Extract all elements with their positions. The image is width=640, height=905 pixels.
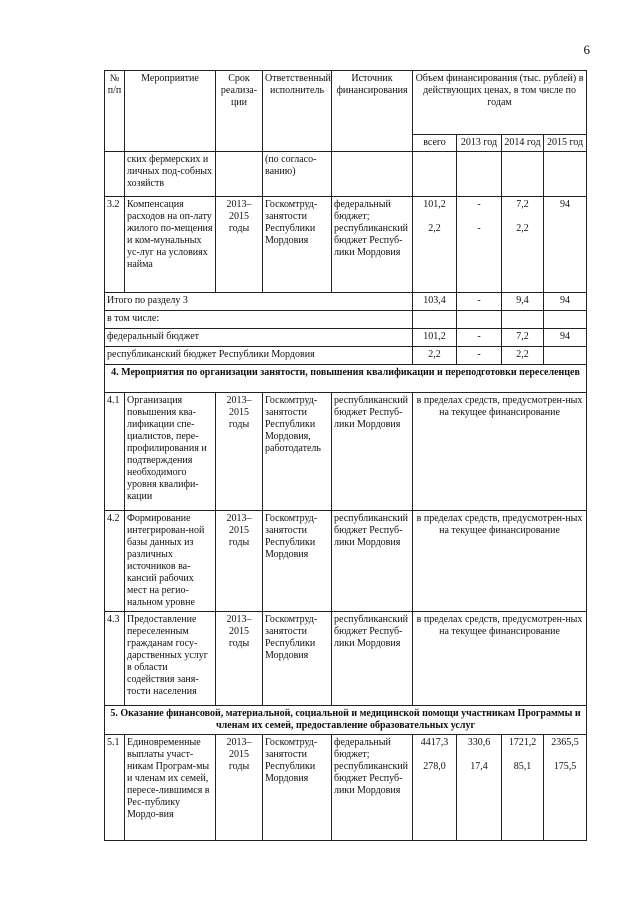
row-3-2-2014-fed: 7,2: [516, 199, 529, 210]
row-5-1-total-fed: 4417,3: [420, 737, 449, 748]
incl-label: в том числе:: [105, 311, 413, 329]
cont-measure: ских фермерских и личных под-собных хозяйств: [125, 152, 216, 197]
row-4-3-executor: Госкомтруд-занятости Республики Мордовия: [263, 612, 332, 706]
rep-label: республиканский бюджет Республики Мордовия: [105, 347, 413, 365]
row-5-1-2014-rep: 85,1: [513, 761, 532, 772]
header-executor: Ответственный исполнитель: [263, 71, 332, 152]
header-2014: 2014 год: [502, 135, 544, 152]
row-5-1-2014-fed: 1721,2: [508, 737, 537, 748]
table-row: [105, 511, 587, 612]
program-measures-table: [104, 70, 587, 841]
table-row: [105, 393, 587, 511]
section-4-title: 4. Мероприятия по организации занятости, повышения квалификации и переподготовки переселенцев: [105, 365, 587, 393]
sum3-2013: -: [457, 293, 502, 311]
row-4-3-source: республиканский бюджет Респуб-лики Мордовия: [332, 612, 413, 706]
row-5-1-total-rep: 278,0: [423, 761, 446, 772]
table-row: [105, 329, 587, 347]
rep-2013: -: [457, 347, 502, 365]
row-3-2-term: 2013–2015 годы: [216, 197, 263, 293]
row-4-2-funding: в пределах средств, предусмотрен-ных на текущее финансирование: [413, 511, 587, 612]
header-measure: Мероприятие: [125, 71, 216, 152]
row-4-3-term: 2013–2015 годы: [216, 612, 263, 706]
sum3-total: 103,4: [413, 293, 457, 311]
fed-2015: 94: [544, 329, 587, 347]
row-4-2-executor: Госкомтруд-занятости Республики Мордовия: [263, 511, 332, 612]
header-total: всего: [413, 135, 457, 152]
section-header-row: [105, 706, 587, 735]
row-3-2-2013-fed: -: [477, 199, 481, 210]
header-2015: 2015 год: [544, 135, 587, 152]
row-4-3-num: 4.3: [105, 612, 125, 706]
row-3-2-2014-rep: 2,2: [516, 223, 529, 234]
table-row: [105, 197, 587, 293]
section-5-title: 5. Оказание финансовой, материальной, социальной и медицинской помощи участникам Программы и членам их семей, предоставление образовательных услуг: [105, 706, 587, 735]
row-4-1-funding: в пределах средств, предусмотрен-ных на текущее финансирование: [413, 393, 587, 511]
header-term: Срок реализа-ции: [216, 71, 263, 152]
row-5-1-num: 5.1: [105, 735, 125, 841]
row-5-1-source: федеральный бюджет; республиканский бюджет Респуб-лики Мордовия: [332, 735, 413, 841]
row-5-1-executor: Госкомтруд-занятости Республики Мордовия: [263, 735, 332, 841]
fed-total: 101,2: [413, 329, 457, 347]
header-source: Источник финансирования: [332, 71, 413, 152]
fed-2014: 7,2: [502, 329, 544, 347]
fed-2013: -: [457, 329, 502, 347]
page-number: 6: [583, 42, 590, 57]
row-3-2-2015-fed: 94: [560, 199, 571, 210]
row-5-1-measure: Единовременные выплаты участ-никам Програм-мы и членам их семей, пересе-лившимся в Рес-публику Мордо-вия: [125, 735, 216, 841]
row-5-1-2013-rep: 17,4: [470, 761, 488, 772]
row-5-1-2015-rep: 175,5: [553, 761, 577, 772]
row-4-2-source: республиканский бюджет Респуб-лики Мордовия: [332, 511, 413, 612]
cont-executor: (по согласо-ванию): [263, 152, 332, 197]
row-3-2-executor: Госкомтруд-занятости Республики Мордовия: [263, 197, 332, 293]
row-4-1-measure: Организация повышения ква-лификации спе-циалистов, пере-профилирования и подтверждения необходимого уровня квалифи-кации: [125, 393, 216, 511]
sum3-2014: 9,4: [502, 293, 544, 311]
table-header-row: [105, 71, 587, 135]
table-row: [105, 152, 587, 197]
row-4-2-measure: Формирование интегрирован-ной базы данных из различных источников ва-кансий рабочих мест на регио-нальном уровне: [125, 511, 216, 612]
table-row: [105, 612, 587, 706]
sum3-2015: 94: [544, 293, 587, 311]
row-3-2-source: федеральный бюджет; республиканский бюджет Респуб-лики Мордовия: [332, 197, 413, 293]
row-5-1-2015-fed: 2365,5: [551, 737, 579, 748]
row-4-2-term: 2013–2015 годы: [216, 511, 263, 612]
table-row: [105, 293, 587, 311]
row-4-1-executor: Госкомтруд-занятости Республики Мордовия, работодатель: [263, 393, 332, 511]
row-4-1-num: 4.1: [105, 393, 125, 511]
header-volume: Объем финансирования (тыс. рублей) в действующих ценах, в том числе по годам: [413, 71, 587, 135]
row-5-1-term: 2013–2015 годы: [216, 735, 263, 841]
row-4-2-num: 4.2: [105, 511, 125, 612]
header-num: № п/п: [105, 71, 125, 152]
row-4-1-source: республиканский бюджет Респуб-лики Мордовия: [332, 393, 413, 511]
section-header-row: [105, 365, 587, 393]
table-row: [105, 735, 587, 841]
row-3-2-2013-rep: -: [477, 223, 481, 234]
row-3-2-total-fed: 101,2: [423, 199, 446, 210]
rep-2014: 2,2: [502, 347, 544, 365]
rep-total: 2,2: [413, 347, 457, 365]
row-4-3-funding: в пределах средств, предусмотрен-ных на текущее финансирование: [413, 612, 587, 706]
row-3-2-total-rep: 2,2: [428, 223, 441, 234]
sum3-label: Итого по разделу 3: [105, 293, 413, 311]
row-5-1-2013-fed: 330,6: [467, 737, 491, 748]
table-row: [105, 347, 587, 365]
header-2013: 2013 год: [457, 135, 502, 152]
table-row: [105, 311, 587, 329]
fed-label: федеральный бюджет: [105, 329, 413, 347]
row-3-2-num: 3.2: [105, 197, 125, 293]
row-4-3-measure: Предоставление переселенным гражданам госу-дарственных услуг в области содействия заня-тости населения: [125, 612, 216, 706]
row-4-1-term: 2013–2015 годы: [216, 393, 263, 511]
row-3-2-measure: Компенсация расходов на оп-лату жилого по-мещения и ком-мунальных ус-луг на условиях найма: [125, 197, 216, 293]
